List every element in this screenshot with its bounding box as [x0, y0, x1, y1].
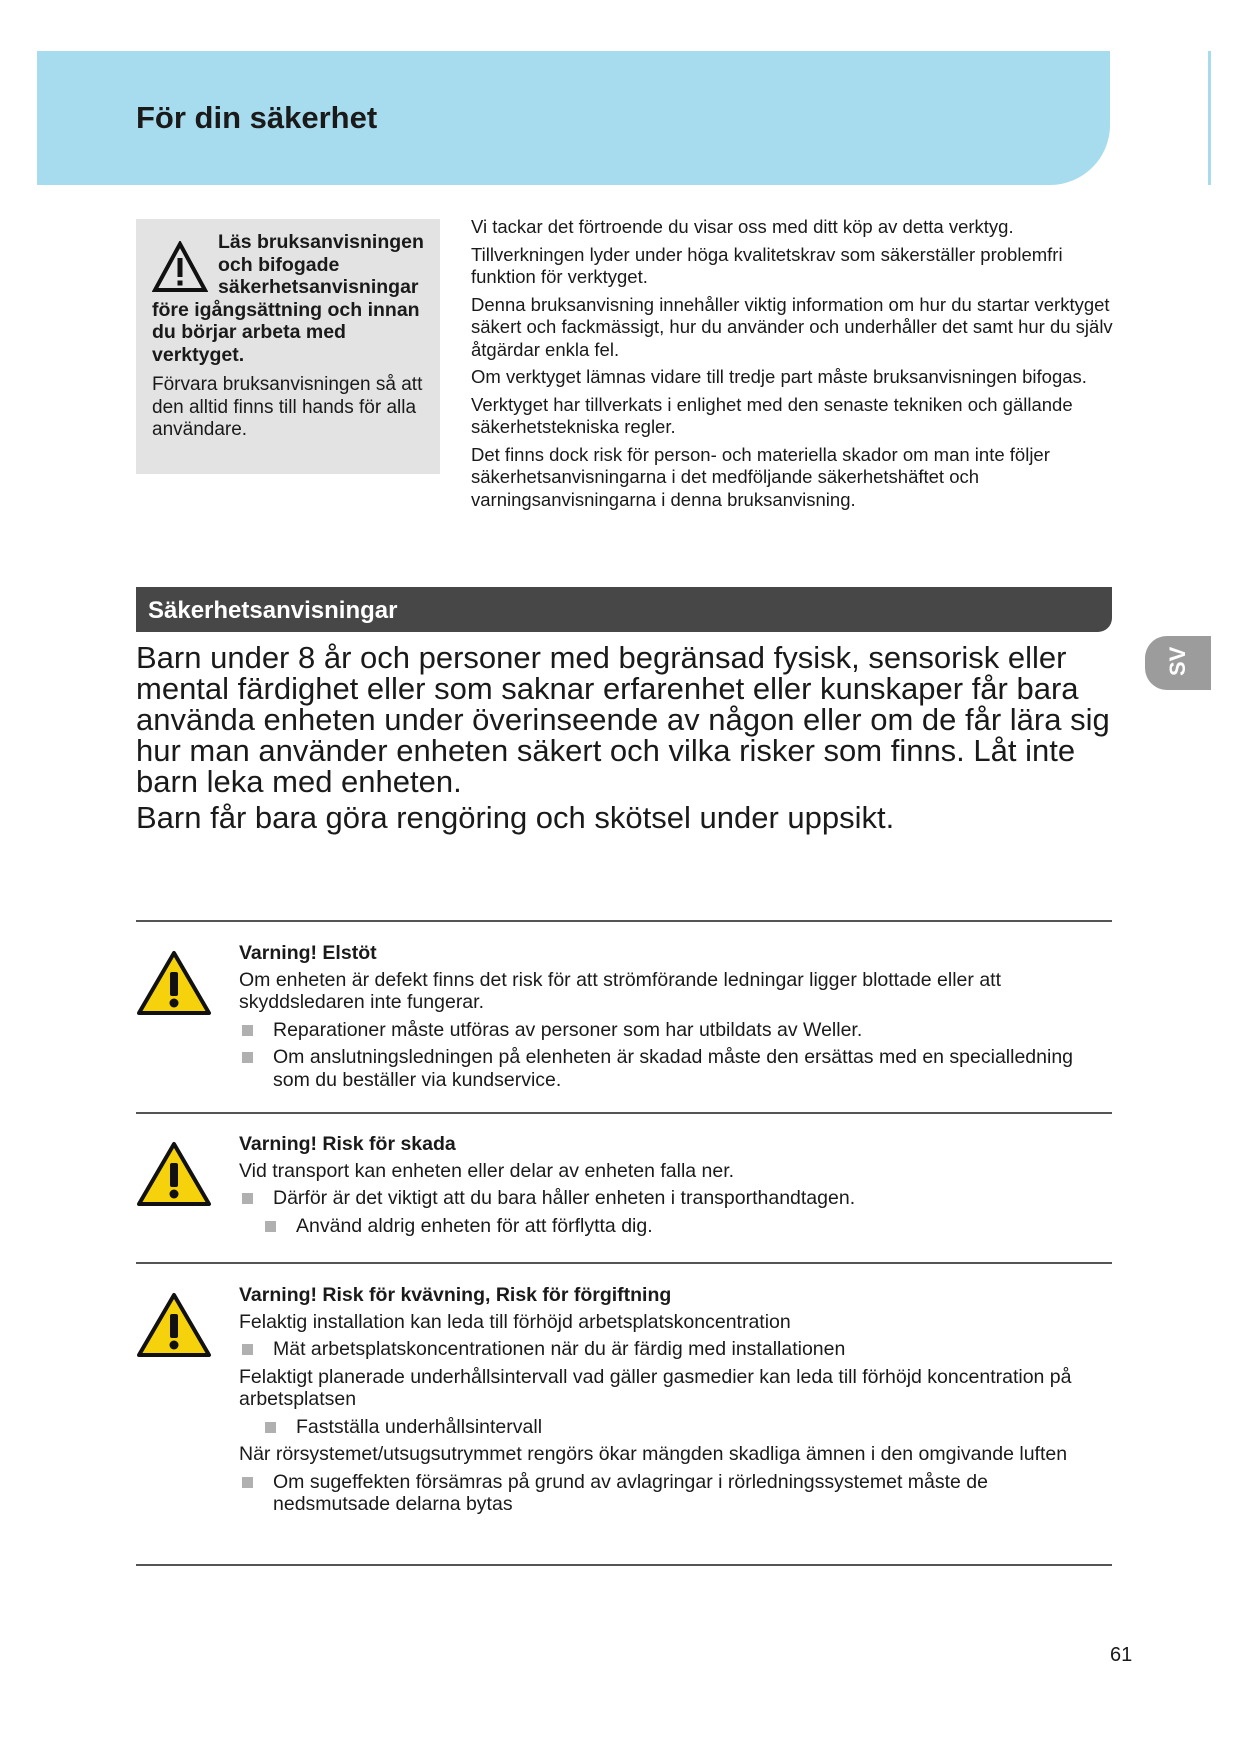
warning-outline-icon	[152, 241, 208, 293]
warning-triangle-icon	[136, 1141, 212, 1207]
divider	[136, 1112, 1112, 1114]
warning-list-item: Reparationer måste utföras av personer som har utbildats av Weller.	[239, 1019, 1109, 1042]
warning-electric-shock	[136, 942, 1116, 1112]
page-title: För din säkerhet	[136, 100, 378, 135]
warning-suffocation-poisoning	[136, 1284, 1116, 1564]
divider	[136, 1262, 1112, 1264]
safety-main-text	[136, 642, 1116, 838]
divider	[136, 920, 1112, 922]
safety-paragraph: Barn under 8 år och personer med begränsad fysisk, sensorisk eller mental färdighet eller som saknar erfarenhet eller kunskaper får bara använda enheten under överinseende av någon eller om de får lära sig hur man använder enheten säkert och vilka risker som finns. Låt inte barn leka med enheten.	[136, 640, 1110, 799]
notice-bold-text: Läs bruksanvisningen och bifogade säkerhetsanvisningar före igångsättning och innan du börjar arbeta med verktyget.	[152, 231, 424, 366]
warning-list-item: Mät arbetsplatskoncentrationen när du är färdig med installationen	[239, 1338, 1109, 1361]
intro-paragraph: Denna bruksanvisning innehåller viktig information om hur du startar verktyget säkert och fackmässigt, hur du använder och underhåller det samt hur du själv åtgärdar enkla fel.	[471, 293, 1113, 360]
warning-text: Om enheten är defekt finns det risk för att strömförande ledningar ligger blottade eller att skyddsledaren inte fungerar.	[239, 968, 1001, 1013]
intro-paragraph: Om verktyget lämnas vidare till tredje part måste bruksanvisningen bifogas.	[471, 366, 1087, 387]
intro-paragraph: Det finns dock risk för person- och materiella skador om man inte följer säkerhetsanvisningarna i det medföljande säkerhetshäftet och varningsanvisningarna i denna bruksanvisning.	[471, 443, 1050, 510]
intro-paragraph: Verktyget har tillverkats i enlighet med den senaste tekniken och gällande säkerhetstekniska regler.	[471, 393, 1073, 437]
warning-list-item: Om sugeffekten försämras på grund av avlagringar i rörledningssystemet måste de nedsmutsade delarna bytas	[239, 1471, 1109, 1516]
square-bullet-icon	[242, 1344, 253, 1355]
warning-title: Varning! Risk för skada	[239, 1133, 456, 1155]
page-number: 61	[1110, 1644, 1133, 1666]
intro-paragraph: Tillverkningen lyder under höga kvalitetskrav som säkerställer problemfri funktion för verktyget.	[471, 243, 1063, 287]
intro-text	[471, 216, 1121, 516]
warning-text: Vid transport kan enheten eller delar av enheten falla ner.	[239, 1159, 735, 1182]
header-edge-line	[1208, 51, 1211, 185]
read-manual-notice	[136, 219, 440, 474]
section-heading: Säkerhetsanvisningar	[136, 587, 1112, 632]
warning-triangle-icon	[136, 1292, 212, 1358]
notice-normal-text: Förvara bruksanvisningen så att den alltid finns till hands för alla användare.	[152, 374, 423, 440]
divider	[136, 1564, 1112, 1566]
safety-paragraph: Barn får bara göra rengöring och skötsel under uppsikt.	[136, 800, 895, 835]
square-bullet-icon	[242, 1052, 253, 1063]
warning-title: Varning! Elstöt	[239, 942, 377, 964]
warning-text: Felaktig installation kan leda till förhöjd arbetsplatskoncentration	[239, 1310, 791, 1333]
warning-text: Felaktigt planerade underhållsintervall vad gäller gasmedier kan leda till förhöjd koncentration på arbetsplatsen	[239, 1365, 1072, 1410]
warning-list-item: Fastställa underhållsintervall	[239, 1416, 1109, 1439]
square-bullet-icon	[242, 1025, 253, 1036]
warning-list-item: Använd aldrig enheten för att förflytta dig.	[239, 1215, 1109, 1238]
square-bullet-icon	[242, 1193, 253, 1204]
square-bullet-icon	[265, 1422, 276, 1433]
square-bullet-icon	[242, 1477, 253, 1488]
warning-list-item: Därför är det viktigt att du bara håller enheten i transporthandtagen.	[239, 1187, 1109, 1210]
warning-triangle-icon	[136, 950, 212, 1016]
language-tab-label: SV	[1165, 646, 1190, 676]
warning-injury-risk	[136, 1133, 1116, 1263]
warning-title: Varning! Risk för kvävning, Risk för förgiftning	[239, 1284, 672, 1306]
warning-list-item: Om anslutningsledningen på elenheten är skadad måste den ersättas med en specialledning som du beställer via kundservice.	[239, 1046, 1109, 1091]
language-tab	[1145, 636, 1211, 690]
intro-paragraph: Vi tackar det förtroende du visar oss med ditt köp av detta verktyg.	[471, 216, 1014, 237]
warning-text: När rörsystemet/utsugsutrymmet rengörs ökar mängden skadliga ämnen i den omgivande luften	[239, 1443, 1068, 1465]
square-bullet-icon	[265, 1221, 276, 1232]
